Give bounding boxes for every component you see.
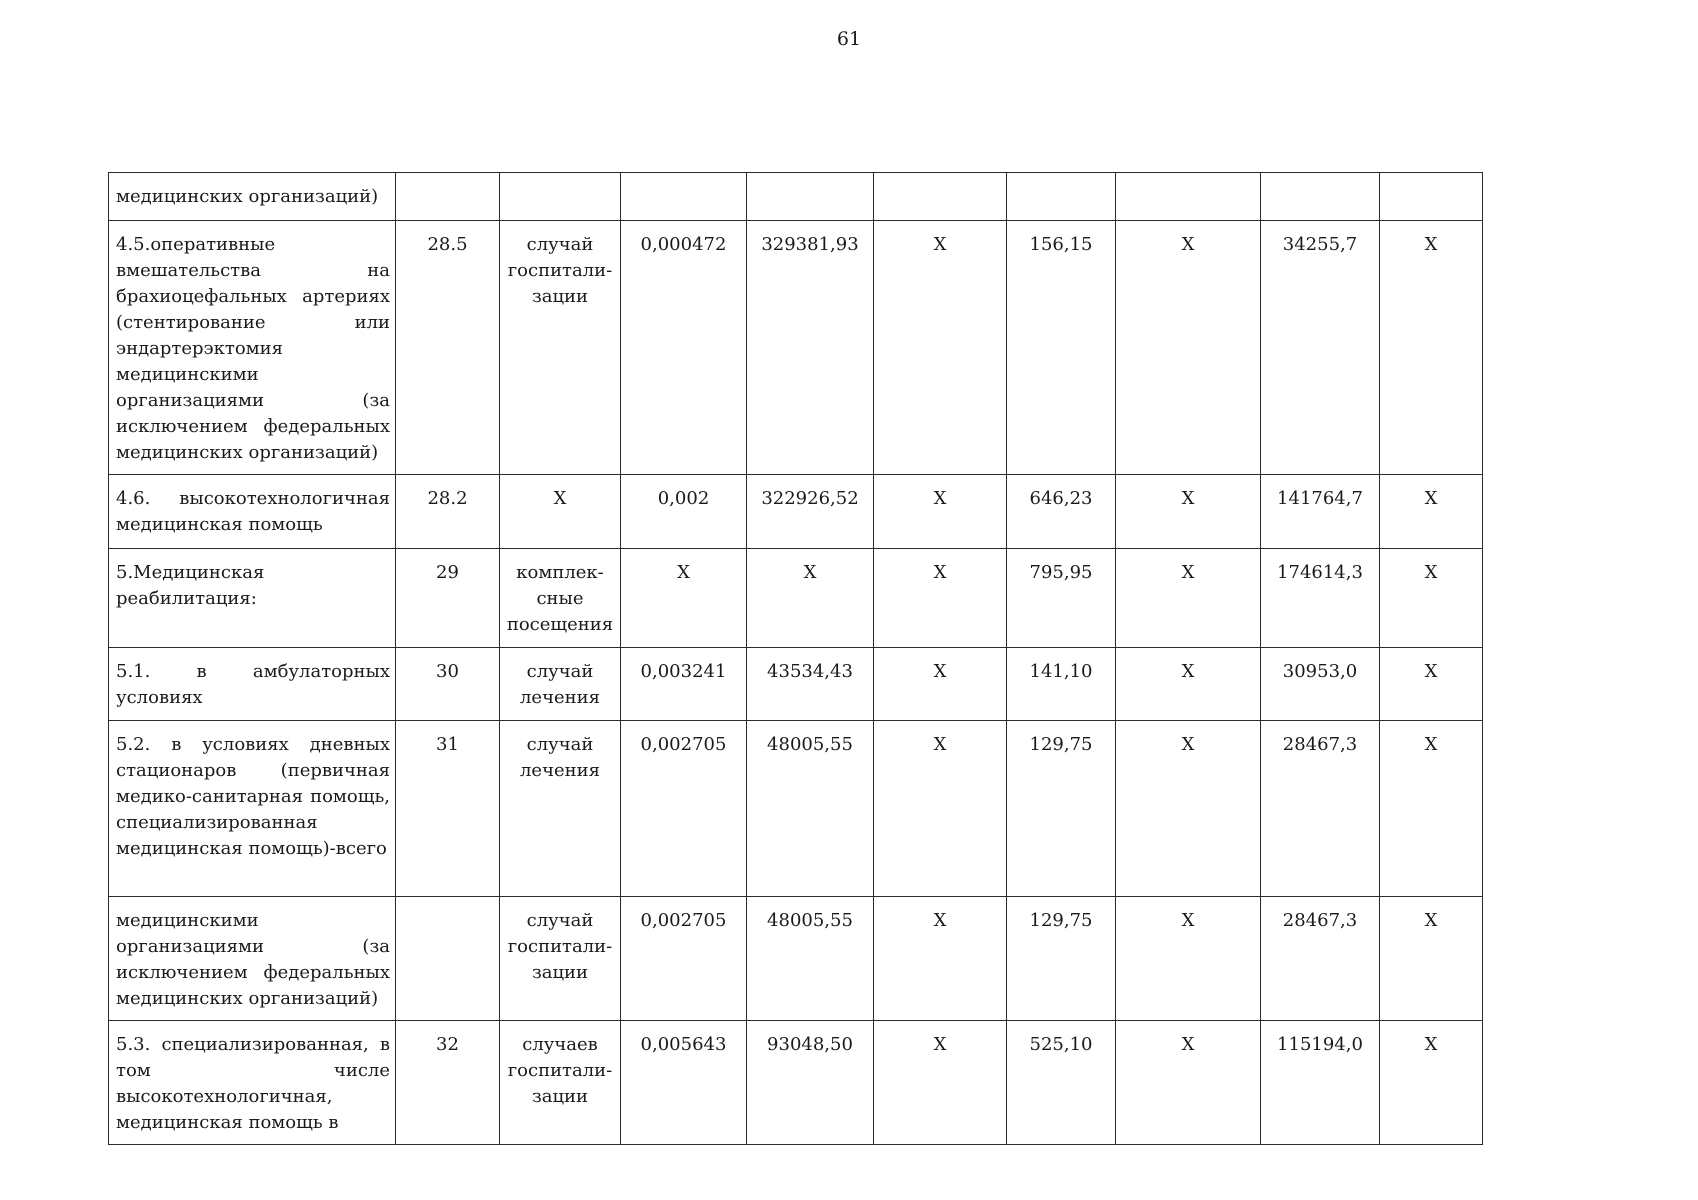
- unit-cell: случай госпитали-зации: [500, 897, 621, 1021]
- value-cell: 30953,0: [1261, 648, 1380, 721]
- row-name-cell: 4.6. высокотехнологичная медицинская помощь: [109, 475, 396, 549]
- row-name-cell: медицинскими организациями (за исключением федеральных медицинских организаций): [109, 897, 396, 1021]
- value-cell: Х: [1380, 897, 1483, 1021]
- value-cell: Х: [1116, 1021, 1261, 1145]
- value-cell: Х: [747, 549, 874, 648]
- value-cell: [621, 173, 747, 221]
- table-row: [109, 1021, 1483, 1145]
- value-cell: 525,10: [1007, 1021, 1116, 1145]
- table-row: [109, 221, 1483, 475]
- unit-cell: [500, 173, 621, 221]
- value-cell: 48005,55: [747, 721, 874, 897]
- value-cell: Х: [621, 549, 747, 648]
- row-number-cell: 30: [396, 648, 500, 721]
- value-cell: 34255,7: [1261, 221, 1380, 475]
- row-name-cell: 5.3. специализированная, в том числе высокотехнологичная, медицинская помощь в: [109, 1021, 396, 1145]
- unit-cell: случаев госпитали-зации: [500, 1021, 621, 1145]
- data-table: [108, 172, 1483, 1145]
- value-cell: Х: [1116, 897, 1261, 1021]
- unit-cell: случай лечения: [500, 721, 621, 897]
- row-number-cell: 32: [396, 1021, 500, 1145]
- value-cell: 322926,52: [747, 475, 874, 549]
- value-cell: 0,000472: [621, 221, 747, 475]
- value-cell: Х: [1116, 221, 1261, 475]
- table-row: [109, 721, 1483, 897]
- unit-cell: комплек-сные посещения: [500, 549, 621, 648]
- value-cell: Х: [1380, 475, 1483, 549]
- row-name-cell: 5.2. в условиях дневных стационаров (первичная медико-санитарная помощь, специализированная медицинская помощь)-всего: [109, 721, 396, 897]
- value-cell: Х: [874, 549, 1007, 648]
- value-cell: 141,10: [1007, 648, 1116, 721]
- value-cell: Х: [1116, 549, 1261, 648]
- value-cell: 174614,3: [1261, 549, 1380, 648]
- value-cell: 129,75: [1007, 897, 1116, 1021]
- value-cell: 129,75: [1007, 721, 1116, 897]
- value-cell: 48005,55: [747, 897, 874, 1021]
- value-cell: Х: [874, 721, 1007, 897]
- row-name-cell: 5.Медицинская реабилитация:: [109, 549, 396, 648]
- value-cell: Х: [1380, 221, 1483, 475]
- value-cell: Х: [874, 897, 1007, 1021]
- row-name-cell: 4.5.оперативные вмешательства на брахиоцефальных артериях (стентирование или эндартерэктомия медицинскими организациями (за исключением федеральных медицинских организаций): [109, 221, 396, 475]
- value-cell: 0,003241: [621, 648, 747, 721]
- table-row: [109, 475, 1483, 549]
- value-cell: 115194,0: [1261, 1021, 1380, 1145]
- value-cell: 156,15: [1007, 221, 1116, 475]
- value-cell: 0,002: [621, 475, 747, 549]
- table-row: [109, 897, 1483, 1021]
- row-name-cell: 5.1. в амбулаторных условиях: [109, 648, 396, 721]
- value-cell: 646,23: [1007, 475, 1116, 549]
- unit-cell: случай лечения: [500, 648, 621, 721]
- value-cell: [1007, 173, 1116, 221]
- value-cell: Х: [1380, 721, 1483, 897]
- row-number-cell: 28.2: [396, 475, 500, 549]
- table-row: [109, 648, 1483, 721]
- value-cell: Х: [874, 648, 1007, 721]
- value-cell: Х: [1116, 475, 1261, 549]
- value-cell: Х: [1380, 1021, 1483, 1145]
- row-number-cell: 29: [396, 549, 500, 648]
- value-cell: Х: [1380, 549, 1483, 648]
- table-row: [109, 173, 1483, 221]
- value-cell: Х: [874, 1021, 1007, 1145]
- value-cell: 795,95: [1007, 549, 1116, 648]
- value-cell: [1261, 173, 1380, 221]
- table-row: [109, 549, 1483, 648]
- value-cell: 28467,3: [1261, 897, 1380, 1021]
- unit-cell: Х: [500, 475, 621, 549]
- value-cell: [1380, 173, 1483, 221]
- value-cell: [747, 173, 874, 221]
- row-name-cell: медицинских организаций): [109, 173, 396, 221]
- row-number-cell: [396, 173, 500, 221]
- page-number: 61: [836, 28, 862, 50]
- value-cell: 0,002705: [621, 721, 747, 897]
- row-number-cell: 31: [396, 721, 500, 897]
- value-cell: 43534,43: [747, 648, 874, 721]
- value-cell: Х: [1380, 648, 1483, 721]
- value-cell: 93048,50: [747, 1021, 874, 1145]
- value-cell: [874, 173, 1007, 221]
- value-cell: 329381,93: [747, 221, 874, 475]
- value-cell: 0,005643: [621, 1021, 747, 1145]
- row-number-cell: 28.5: [396, 221, 500, 475]
- value-cell: 28467,3: [1261, 721, 1380, 897]
- value-cell: Х: [874, 475, 1007, 549]
- value-cell: 0,002705: [621, 897, 747, 1021]
- value-cell: Х: [1116, 721, 1261, 897]
- unit-cell: случай госпитали-зации: [500, 221, 621, 475]
- value-cell: Х: [874, 221, 1007, 475]
- value-cell: 141764,7: [1261, 475, 1380, 549]
- value-cell: Х: [1116, 648, 1261, 721]
- value-cell: [1116, 173, 1261, 221]
- row-number-cell: [396, 897, 500, 1021]
